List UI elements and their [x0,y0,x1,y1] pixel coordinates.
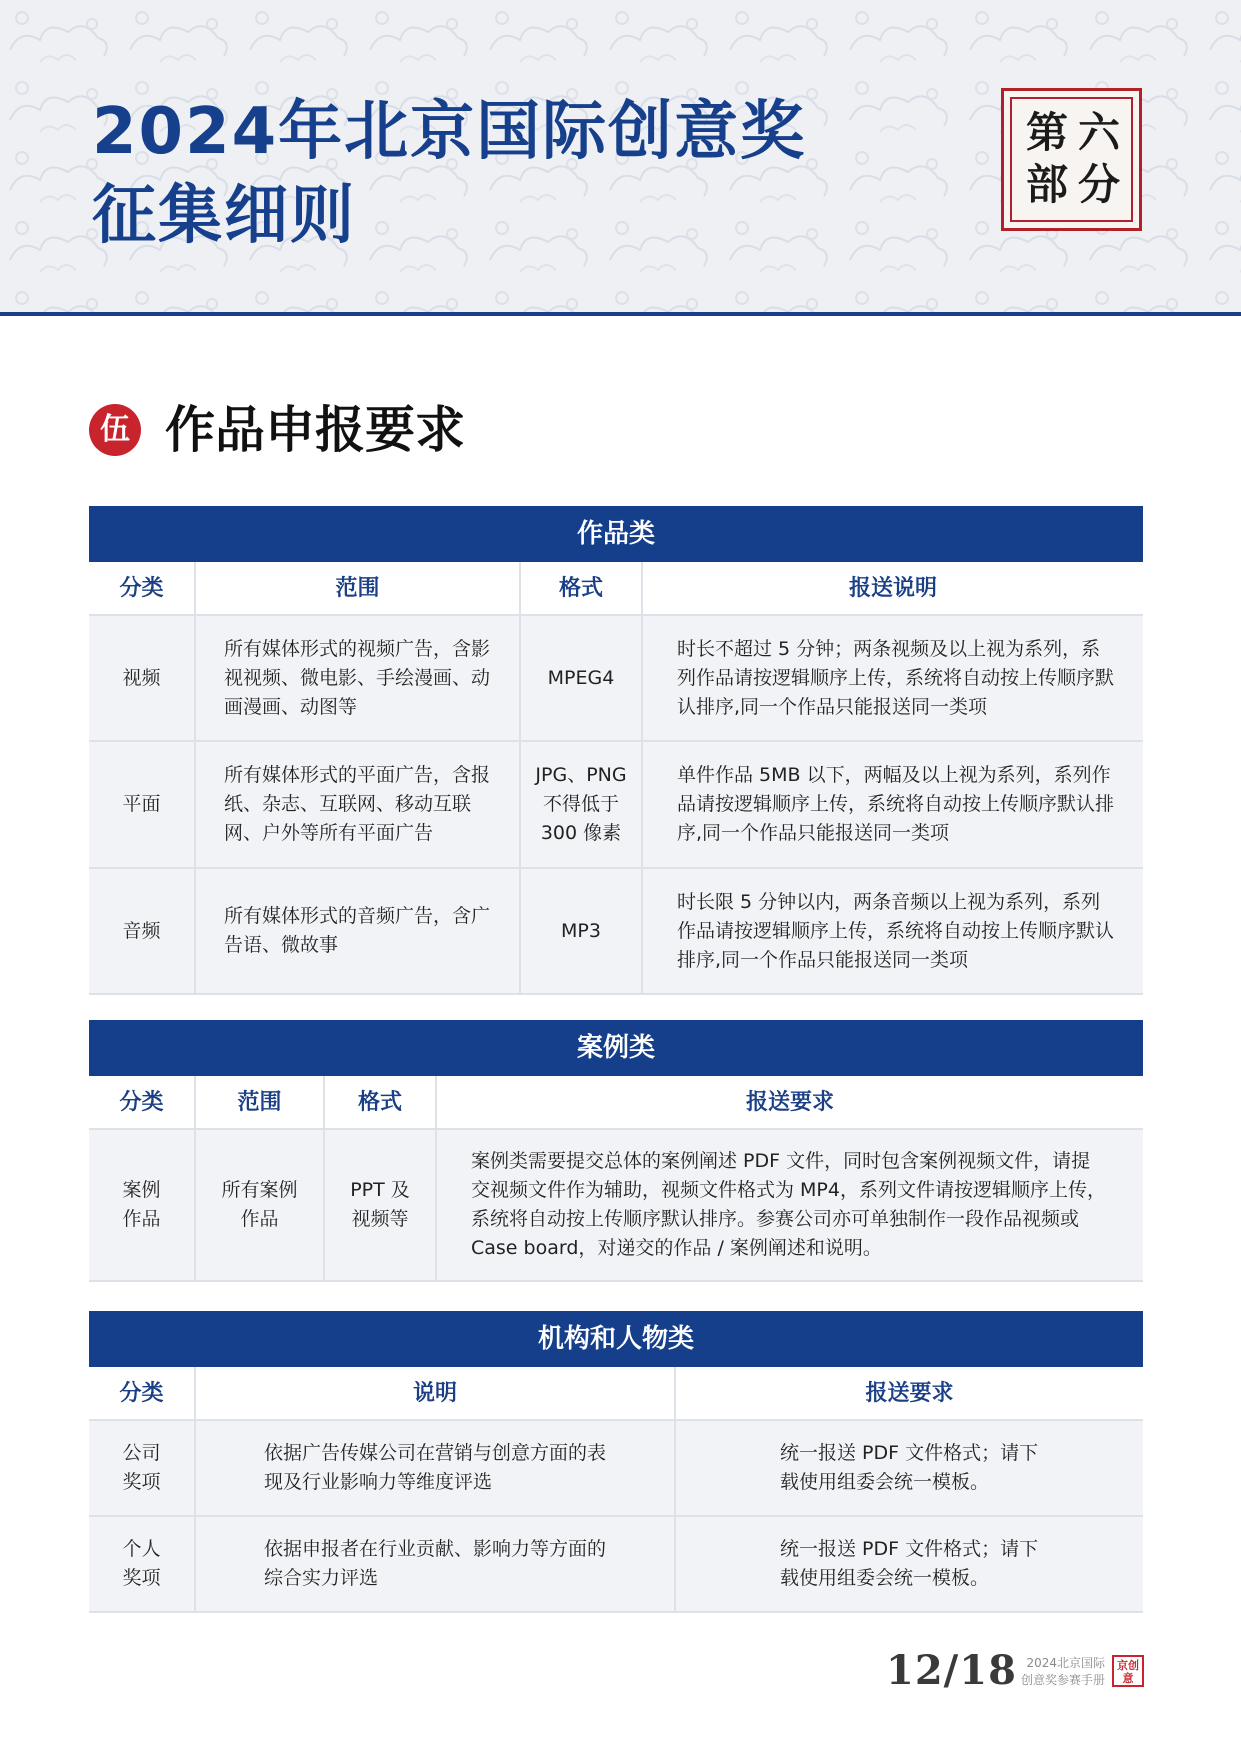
page-header [0,0,1241,312]
category-cell: 平面 [89,742,196,867]
header-cell: 说明 [196,1367,676,1419]
works-table [89,506,1143,995]
note-cell: 单件作品 5MB 以下，两幅及以上视为系列，系列作品请按逻辑顺序上传，系统将自动按上传顺序默认排序,同一个作品只能报送同一类项 [677,764,1115,844]
org-table [89,1311,1143,1613]
table-row [89,869,1143,995]
seal-char-2: 六 [1078,108,1121,157]
seal-char-3: 部 [1026,160,1069,209]
document-title [92,90,806,258]
scope-cell: 所有媒体形式的平面广告，含报纸、杂志、互联网、移动互联网、户外等所有平面广告 [196,742,521,867]
table-row [89,616,1143,742]
category-cell: 公司奖项 [89,1421,196,1515]
table-row [89,1421,1143,1517]
requirement-cell: 统一报送 PDF 文件格式；请下载使用组委会统一模板。 [780,1442,1039,1493]
description-cell: 依据广告传媒公司在营销与创意方面的表现及行业影响力等维度评选 [196,1421,676,1515]
footer-sub-line-2: 创意奖参赛手册 [1020,1673,1105,1687]
header-cell: 范围 [196,562,521,614]
title-line-1: 2024年北京国际创意奖 [92,95,807,169]
category-cell: 音频 [89,869,196,993]
org-table-header-row [89,1367,1143,1421]
section-title: 作品申报要求 [165,401,465,459]
note-cell: 时长限 5 分钟以内，两条音频以上视为系列，系列作品请按逻辑顺序上传，系统将自动按上传顺序默认排序,同一个作品只能报送同一类项 [677,890,1115,971]
format-cell: JPG、PNG 不得低于 300 像素 [521,742,643,867]
page-footer [880,1645,1150,1705]
header-cell: 范围 [196,1076,325,1128]
category-cell: 个人奖项 [89,1517,196,1611]
case-table-header-row [89,1076,1143,1130]
category-cell: 案例作品 [89,1130,196,1280]
case-table [89,1020,1143,1282]
title-line-2: 征集细则 [92,179,356,253]
works-table-header-row [89,562,1143,616]
header-cell: 分类 [89,1367,196,1419]
scope-cell: 所有媒体形式的音频广告，含广告语、微故事 [196,869,521,993]
format-cell: MPEG4 [521,616,643,740]
header-cell: 分类 [89,1076,196,1128]
page-number: 12/18 [886,1647,1017,1694]
header-cell: 格式 [521,562,643,614]
seal-char-4: 分 [1078,160,1121,209]
requirement-cell: 案例类需要提交总体的案例阐述 PDF 文件，同时包含案例视频文件，请提交视频文件作为辅助，视频文件格式为 MP4，系列文件请按逻辑顺序上传，系统将自动按上传顺序默认排序。参赛公司亦可单独制作一段作品视频或 Case board，对递交的作品 / 案例阐述和说明。 [471,1150,1106,1259]
format-cell: MP3 [521,869,643,993]
format-cell: PPT 及视频等 [325,1130,437,1280]
header-cell: 分类 [89,562,196,614]
footer-publication-name [1015,1655,1105,1689]
description-cell: 依据申报者在行业贡献、影响力等方面的综合实力评选 [196,1517,676,1611]
note-cell: 时长不超过 5 分钟；两条视频及以上视为系列，系列作品请按逻辑顺序上传，系统将自动按上传顺序默认排序,同一个作品只能报送同一类项 [677,637,1115,718]
header-divider [0,312,1241,316]
table-row [89,1130,1143,1282]
section-number-badge: 伍 [89,404,141,456]
seal-char-1: 第 [1026,108,1069,157]
table-row [89,1517,1143,1613]
brand-logo-icon: 京创意 [1112,1655,1144,1687]
scope-cell: 所有媒体形式的视频广告，含影视视频、微电影、手绘漫画、动画漫画、动图等 [196,616,521,740]
header-cell: 报送说明 [848,575,937,601]
header-cell: 报送要求 [745,1089,834,1115]
footer-sub-line-1: 2024北京国际 [1026,1656,1105,1670]
header-cell: 格式 [325,1076,437,1128]
header-cell: 报送要求 [865,1380,954,1406]
category-cell: 视频 [89,616,196,740]
scope-cell: 所有案例作品 [196,1130,325,1280]
table-row [89,742,1143,869]
part-seal-stamp [1001,88,1142,231]
works-table-title: 作品类 [89,506,1143,562]
requirement-cell: 统一报送 PDF 文件格式；请下载使用组委会统一模板。 [780,1538,1039,1589]
case-table-title: 案例类 [89,1020,1143,1076]
org-table-title: 机构和人物类 [89,1311,1143,1367]
